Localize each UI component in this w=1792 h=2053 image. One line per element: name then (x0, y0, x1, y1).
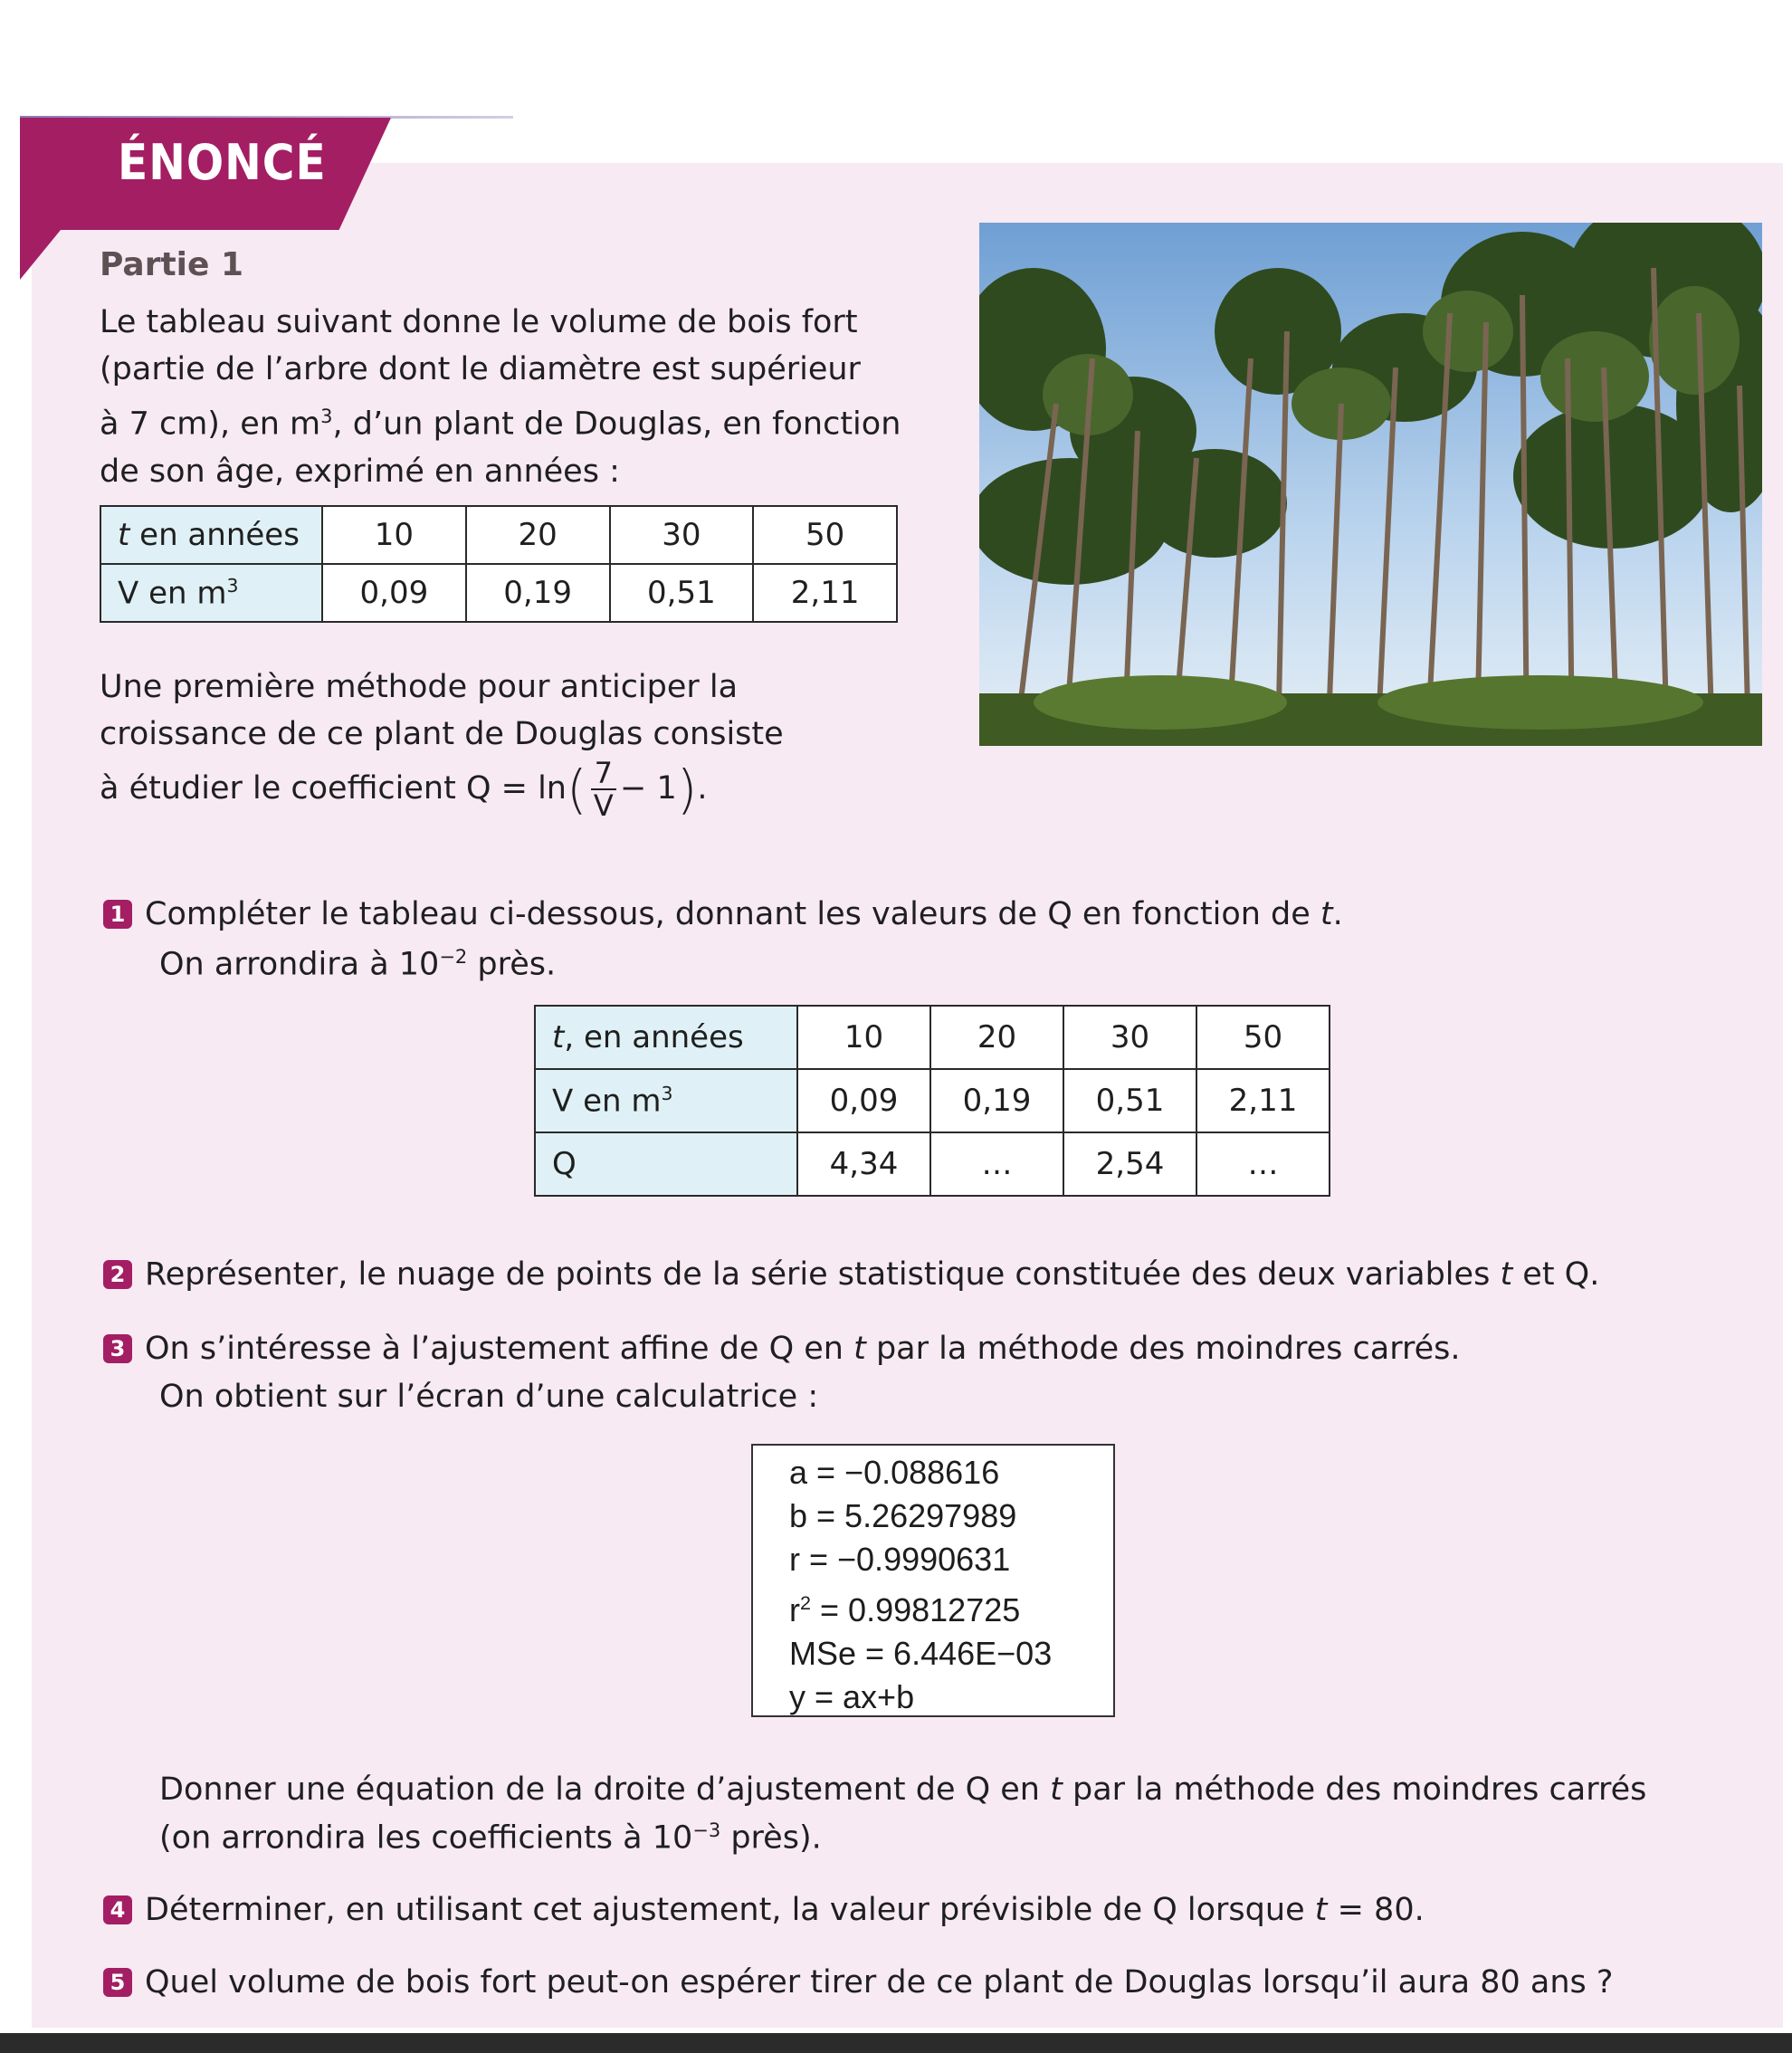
question-3: 3 On s’intéresse à l’ajustement affine de Q en t par la méthode des moindres carrés. (103, 1331, 1461, 1367)
table-cell: 10 (797, 1006, 930, 1069)
calc-line: r = −0.9990631 (789, 1541, 1011, 1578)
banner-title: ÉNONCÉ (118, 134, 327, 191)
table-cell: 0,51 (610, 564, 754, 622)
table-row (100, 564, 897, 622)
forest-photo (979, 223, 1762, 746)
table-cell: … (930, 1132, 1063, 1196)
question-3-task: Donner une équation de la droite d’ajustement de Q en t par la méthode des moindres carrés (159, 1771, 1647, 1808)
table-cell: 20 (930, 1006, 1063, 1069)
part-heading: Partie 1 (100, 246, 244, 283)
question-number-badge: 5 (103, 1968, 132, 1997)
question-3-rounding: (on arrondira les coefficients à $10^{-3}$ près). (159, 1819, 822, 1857)
table-cell: 2,11 (1196, 1069, 1330, 1132)
table-cell: 0,09 (322, 564, 466, 622)
method-paragraph: Une première méthode pour anticiper la croissance de ce plant de Douglas consiste à étudier le coefficient Q = ln( $\frac{7}{V}$ − 1). (100, 669, 784, 823)
table-cell: 4,34 (797, 1132, 930, 1196)
table-row (535, 1069, 1330, 1132)
table-row (535, 1132, 1330, 1196)
question-1-instruction: On arrondira à $10^{-2}$ près. (159, 946, 557, 983)
calculator-screen (751, 1444, 1115, 1717)
row-label: Q (535, 1132, 797, 1196)
intro-paragraph: Le tableau suivant donne le volume de bois fort (partie de l’arbre dont le diamètre est supérieur à 7 cm), en $m^3$, d’un plant de Douglas, en fonction de son âge, exprimé en années : (100, 304, 901, 490)
calc-line: y = ax+b (789, 1678, 915, 1715)
table-cell: … (1196, 1132, 1330, 1196)
question-2: 2 Représenter, le nuage de points de la série statistique constituée des deux variables t et Q. (103, 1256, 1599, 1293)
row-label: V en $m^3$ (535, 1069, 797, 1132)
table-cell: 2,11 (753, 564, 897, 622)
calc-line: MSe = 6.446E−03 (789, 1635, 1053, 1672)
calc-line: b = 5.26297989 (789, 1497, 1017, 1534)
question-3-subtext: On obtient sur l’écran d’une calculatrice : (159, 1379, 819, 1415)
row-label: t, en années (535, 1006, 797, 1069)
table-cell: 0,51 (1063, 1069, 1196, 1132)
bottom-edge (0, 2033, 1792, 2053)
row-label: V en $m^3$ (100, 564, 322, 622)
table-cell: 0,09 (797, 1069, 930, 1132)
volume-table (100, 505, 898, 623)
calc-line: a = −0.088616 (789, 1454, 1000, 1491)
question-number-badge: 2 (103, 1260, 132, 1289)
question-1: 1 Compléter le tableau ci-dessous, donnant les valeurs de Q en fonction de t. (103, 896, 1343, 932)
q-table (534, 1005, 1330, 1197)
q-formula: Q = ln( $\frac{7}{V}$ − 1) (465, 756, 698, 823)
question-number-badge: 1 (103, 900, 132, 929)
table-cell: 0,19 (930, 1069, 1063, 1132)
table-cell: 10 (322, 506, 466, 564)
table-cell: 50 (1196, 1006, 1330, 1069)
table-row (100, 506, 897, 564)
table-cell: 50 (753, 506, 897, 564)
calc-line: $r^2 = 0.99812725$ (789, 1591, 1021, 1628)
question-number-badge: 3 (103, 1334, 132, 1363)
table-cell: 0,19 (466, 564, 610, 622)
table-cell: 2,54 (1063, 1132, 1196, 1196)
table-row (535, 1006, 1330, 1069)
table-cell: 30 (1063, 1006, 1196, 1069)
row-label: t en années (100, 506, 322, 564)
question-4: 4 Déterminer, en utilisant cet ajustement, la valeur prévisible de Q lorsque t = 80. (103, 1892, 1425, 1928)
table-cell: 20 (466, 506, 610, 564)
table-cell: 30 (610, 506, 754, 564)
question-number-badge: 4 (103, 1895, 132, 1924)
question-5: 5 Quel volume de bois fort peut-on espérer tirer de ce plant de Douglas lorsqu’il aura 80 ans ? (103, 1964, 1613, 2000)
